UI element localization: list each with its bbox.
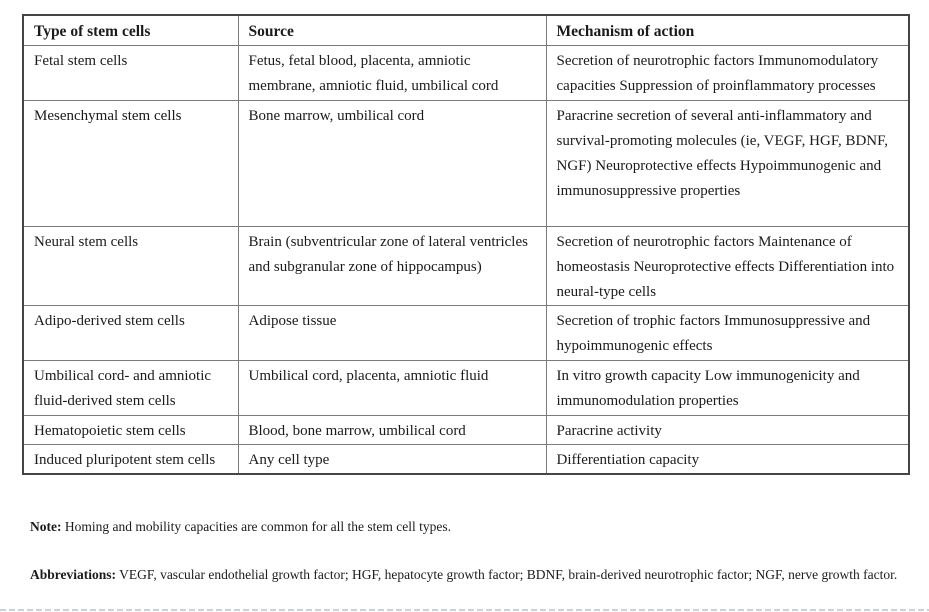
cell-type: Mesenchymal stem cells <box>23 100 238 226</box>
scan-artifact-line <box>0 609 929 611</box>
table-abbreviations <box>30 562 906 588</box>
cell-type: Induced pluripotent stem cells <box>23 444 238 474</box>
table-row <box>23 415 909 444</box>
cell-mechanism: In vitro growth capacity Low immunogenicity and immunomodulation properties <box>546 360 909 415</box>
cell-type: Adipo-derived stem cells <box>23 305 238 360</box>
stem-cells-table <box>22 14 910 475</box>
abbreviations-text: VEGF, vascular endothelial growth factor; HGF, hepatocyte growth factor; BDNF, brain-derived neurotrophic factor; NGF, nerve growth factor. <box>116 567 898 582</box>
column-header-mechanism: Mechanism of action <box>546 15 909 45</box>
table-note <box>30 514 906 540</box>
cell-mechanism: Secretion of neurotrophic factors Immunomodulatory capacities Suppression of proinflammatory processes <box>546 45 909 100</box>
cell-source: Adipose tissue <box>238 305 546 360</box>
cell-source: Bone marrow, umbilical cord <box>238 100 546 226</box>
cell-source: Any cell type <box>238 444 546 474</box>
cell-source: Fetus, fetal blood, placenta, amniotic membrane, amniotic fluid, umbilical cord <box>238 45 546 100</box>
cell-type: Umbilical cord- and amniotic fluid-derived stem cells <box>23 360 238 415</box>
cell-source: Umbilical cord, placenta, amniotic fluid <box>238 360 546 415</box>
table-row <box>23 305 909 360</box>
table-row <box>23 100 909 226</box>
cell-mechanism: Differentiation capacity <box>546 444 909 474</box>
abbreviations-label: Abbreviations: <box>30 567 117 582</box>
cell-type: Hematopoietic stem cells <box>23 415 238 444</box>
column-header-type: Type of stem cells <box>23 15 238 45</box>
table-row <box>23 226 909 305</box>
table-row <box>23 444 909 474</box>
table-header-row <box>23 15 909 45</box>
cell-source: Blood, bone marrow, umbilical cord <box>238 415 546 444</box>
note-label: Note: <box>30 519 62 534</box>
table-row <box>23 45 909 100</box>
note-text: Homing and mobility capacities are common for all the stem cell types. <box>61 519 452 534</box>
cell-mechanism: Secretion of trophic factors Immunosuppressive and hypoimmunogenic effects <box>546 305 909 360</box>
cell-type: Fetal stem cells <box>23 45 238 100</box>
cell-mechanism: Secretion of neurotrophic factors Maintenance of homeostasis Neuroprotective effects Differentiation into neural-type cells <box>546 226 909 305</box>
cell-type: Neural stem cells <box>23 226 238 305</box>
cell-mechanism: Paracrine secretion of several anti-inflammatory and survival-promoting molecules (ie, VEGF, HGF, BDNF, NGF) Neuroprotective effects Hypoimmunogenic and immunosuppressive properties <box>546 100 909 226</box>
cell-mechanism: Paracrine activity <box>546 415 909 444</box>
column-header-source: Source <box>238 15 546 45</box>
table-row <box>23 360 909 415</box>
cell-source: Brain (subventricular zone of lateral ventricles and subgranular zone of hippocampus) <box>238 226 546 305</box>
